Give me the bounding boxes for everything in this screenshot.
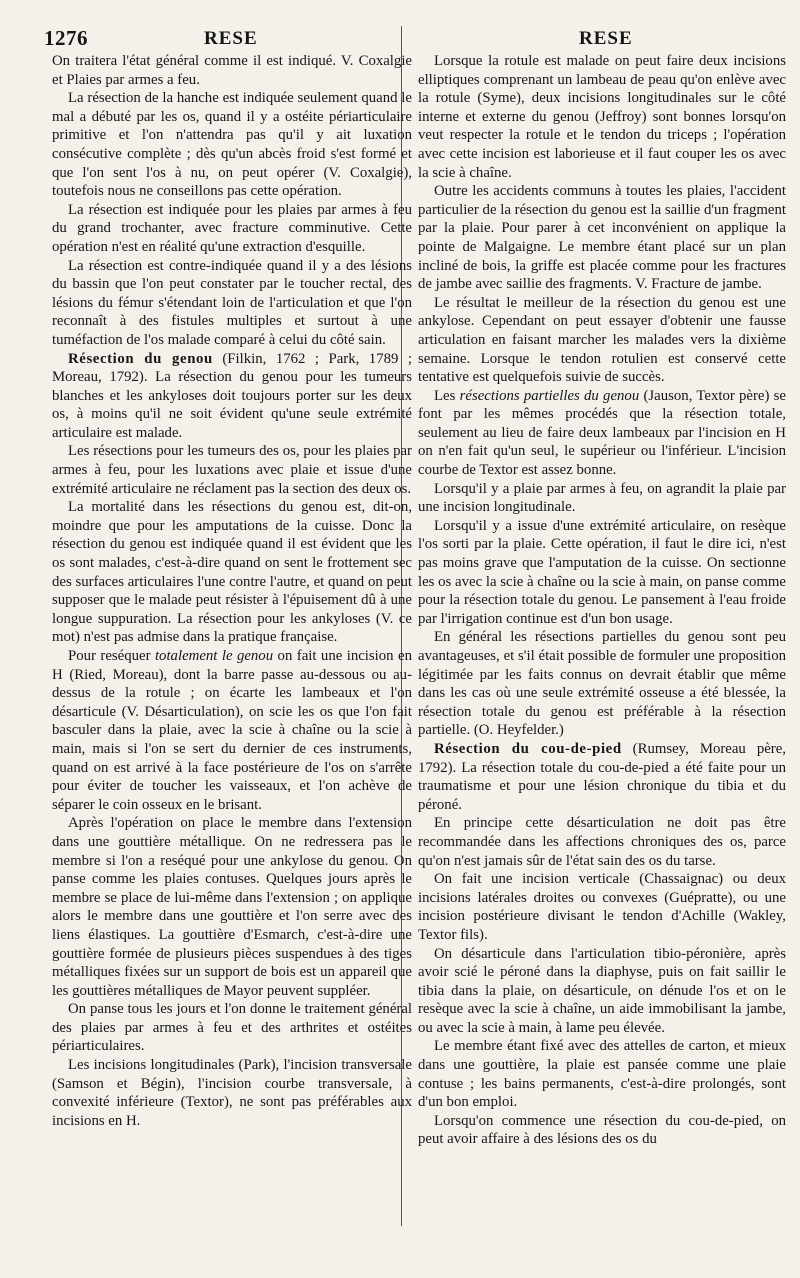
paragraph: Les résections pour les tumeurs des os, pour les plaies par armes à feu, pour les luxations avec plaie et issue d'une extrémité articulaire ne réclament pas la section des deux os. xyxy=(52,443,412,497)
paragraph-text: (Jauson, Textor père) se font par les mêmes procédés que la résection totale, seulement au lieu de faire deux lambeaux par l'incision en H on n'en fait qu'un seul, le supérieur ou l'inférieur. L'incision courbe de Textor est assez bonne. xyxy=(418,387,786,479)
running-head-left: RESE xyxy=(204,28,258,49)
paragraph: Le résultat le meilleur de la résection du genou est une ankylose. Cependant on peut essayer d'obtenir une fausse articulation en faisant marcher les malades vers la dixième semaine. Lorsque le tendon rotulien est conservé cette tentative est quelquefois suivie de succès. xyxy=(418,294,786,386)
paragraph xyxy=(418,740,786,814)
paragraph: Le membre étant fixé avec des attelles de carton, et mieux dans une gouttière, la plaie est pansée comme une plaie contuse ; les bains permanents, c'est-à-dire prolongés, sont d'un bon emploi. xyxy=(418,1038,786,1111)
italic-term: résections partielles du genou xyxy=(459,387,640,404)
paragraph: En principe cette désarticulation ne doit pas être recommandée dans les affections chroniques des os, parce qu'on n'est jamais sûr de l'état sain des os du tarse. xyxy=(418,815,786,869)
entry-heading: Résection du cou-de-pied xyxy=(434,740,622,757)
paragraph-text: on fait une incision en H (Ried, Moreau), dont la barre passe au-dessous ou au-dessus de la rotule ; on écarte les lambeaux et l'on désarticule (V. Désarticulation), on scie les os que l'on fait basculer dans la plaie, avec la scie à chaîne ou la scie à main, mais si l'on se sert du dernier de ces instruments, quand on est arrivé à la face postérieure de l'os on s'arrête pour éviter de toucher les vaisseaux, et l'on achève de séparer le coin osseux en le brisant. xyxy=(52,648,412,813)
paragraph: La résection est indiquée pour les plaies par armes à feu du grand trochanter, avec fracture comminutive. Cette opération n'est en réalité qu'une extraction d'esquille. xyxy=(52,201,412,255)
paragraph xyxy=(52,350,412,443)
entry-heading: Résection du genou xyxy=(68,350,213,367)
page-header xyxy=(44,26,792,52)
paragraph: La résection de la hanche est indiquée seulement quand le mal a débuté par les os, quand il y a ostéite périarticulaire primitive et l'on n'attendra pas qu'il y ait luxation consécutive complète ; dès qu'un abcès froid s'est formé et que l'on sent l'os à nu, on peut opérer (V. Coxalgie), toutefois nous ne conseillons pas cette opération. xyxy=(52,90,412,200)
paragraph: La résection est contre-indiquée quand il y a des lésions du bassin que l'on peut constater par le toucher rectal, des lésions du fémur s'étendant loin de l'articulation et que l'on reconnaît à des fistules multiples et surtout à une tuméfaction de l'os malade comparé à celui du côté sain. xyxy=(52,257,412,348)
paragraph: Lorsque la rotule est malade on peut faire deux incisions elliptiques comprenant un lambeau de peau qu'on enlève avec la rotule (Syme), deux incisions longitudinales sur le côté interne et externe du genou (Jeffroy) sont bonnes lorsqu'on veut respecter la rotule et le tendon du triceps ; l'opération avec cette incision est laborieuse et il faut couper les os avec la scie à chaîne. xyxy=(418,53,786,181)
paragraph: Lorsqu'il y a plaie par armes à feu, on agrandit la plaie par une incision longitudinale. xyxy=(418,480,786,516)
running-head-right: RESE xyxy=(579,28,633,49)
paragraph-text: (Rumsey, Moreau père, 1792). La résection totale du cou-de-pied a été faite pour un traumatisme et pour une lésion chronique du tibia et du péroné. xyxy=(418,740,786,813)
paragraph: En général les résections partielles du genou sont peu avantageuses, et s'il était possible de formuler une proposition légitimée par les faits connus on devrait établir que même dans les cas où une seule extrémité osseuse a été blessée, la résection totale du genou est préférable à la résection partielle. (O. Heyfelder.) xyxy=(418,629,786,739)
paragraph: Lorsqu'on commence une résection du cou-de-pied, on peut avoir affaire à des lésions des os du xyxy=(418,1112,786,1148)
paragraph: Outre les accidents communs à toutes les plaies, l'accident particulier de la résection du genou est la saillie d'un fragment par la plaie. Pour parer à cet inconvénient on applique la pointe de Malgaigne. Le membre étant placé sur un plan incliné de bois, la griffe est placée comme pour les fractures de jambe avec saillie des fragments. V. Fracture de jambe. xyxy=(418,183,786,293)
paragraph: Après l'opération on place le membre dans l'extension dans une gouttière métallique. On ne redressera pas le membre si l'on a reséqué pour une ankylose du genou. On panse comme les plaies contuses. Quelques jours après le membre se place de lui-même dans l'extension ; on applique alors le membre dans une gouttière et l'on serre avec des liens élastiques. La gouttière d'Esmarch, c'est-à-dire une gouttière formée de plusieurs pièces suspendues à des tiges métalliques fixées sur un support de bois est un appareil que les gouttières métalliques de Mayor peuvent suppléer. xyxy=(52,815,412,999)
paragraph: Lorsqu'il y a issue d'une extrémité articulaire, on resèque l'os sorti par la plaie. Cette opération, il faut le dire ici, n'est pas moins grave que l'amputation de la cuisse. On sectionne les os avec la scie à chaîne ou la scie à main, on panse comme pour la résection totale du genou. Le pansement à l'eau froide par l'irrigation continue est d'un bon usage. xyxy=(418,517,786,627)
paragraph-text-lead: Pour reséquer xyxy=(68,648,155,664)
paragraph: On panse tous les jours et l'on donne le traitement général des plaies par armes à feu et des arthrites et ostéites périarticulaires. xyxy=(52,1001,412,1055)
paragraph: On désarticule dans l'articulation tibio-péronière, après avoir scié le péroné dans la diaphyse, puis on fait saillir le tibia dans la plaie, on désarticule, on dénude l'os et on le resèque avec la scie à chaîne, un aide immobilisant la jambe, ou avec la scie à main, à lame peu élevée. xyxy=(418,945,786,1036)
paragraph xyxy=(418,387,786,480)
paragraph-text: (Filkin, 1762 ; Park, 1789 ; Moreau, 1792). La résection du genou pour les tumeurs blanches et les ankyloses doit toujours porter sur les deux os, à moins qu'il ne soit évident qu'une seule extrémité articulaire est malade. xyxy=(52,350,412,441)
left-column xyxy=(52,52,412,1130)
paragraph: Les incisions longitudinales (Park), l'incision transversale (Samson et Bégin), l'incision courbe transversale, à convexité inférieure (Textor), ne sont pas préférables aux incisions en H. xyxy=(52,1057,412,1129)
paragraph: On fait une incision verticale (Chassaignac) ou deux incisions latérales droites ou convexes (Guépratte), ou une incision postérieure divisant le tendon d'Achille (Wakley, Textor fils). xyxy=(418,871,786,943)
paragraph-text-lead: Les xyxy=(434,387,460,404)
page-number: 1276 xyxy=(44,26,88,50)
italic-term: totalement le genou xyxy=(154,648,274,664)
right-column xyxy=(418,52,786,1149)
paragraph xyxy=(52,647,412,814)
paragraph: La mortalité dans les résections du genou est, dit-on, moindre que pour les amputations de la cuisse. Donc la résection du genou est indiquée quand il est évident que les os sont malades, c'est-à-dire quand on sent le frottement sec des surfaces articulaires l'une contre l'autre, et quand on peut supposer que le malade peut résister à l'épuisement dû à une longue suppuration. La résection pour les ankyloses (V. ce mot) n'est pas admise dans la pratique française. xyxy=(52,499,412,646)
paragraph: On traitera l'état général comme il est indiqué. V. Coxalgie et Plaies par armes a feu. xyxy=(52,53,412,88)
